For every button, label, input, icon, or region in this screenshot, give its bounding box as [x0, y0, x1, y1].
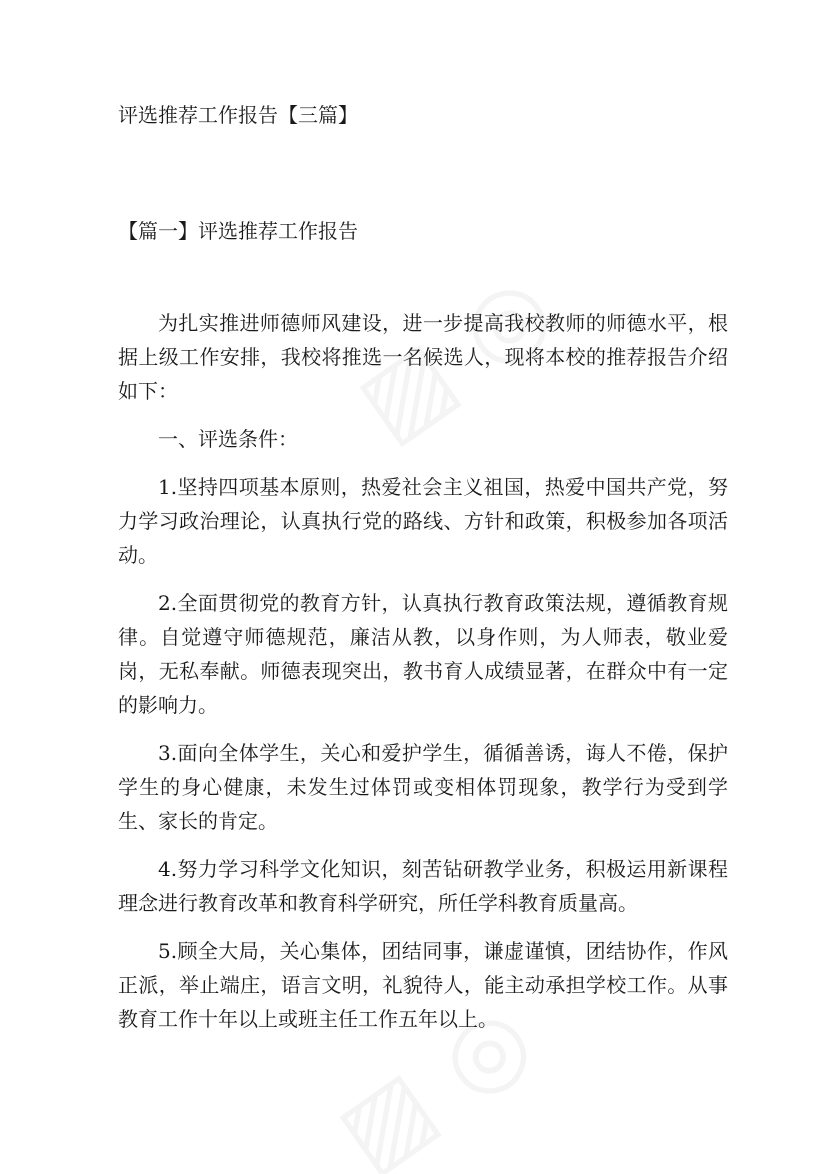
- intro-paragraph: 为扎实推进师德师风建设，进一步提高我校教师的师德水平，根据上级工作安排，我校将推选一名候选人，现将本校的推荐报告介绍如下：: [118, 311, 728, 403]
- criteria-item-2: 2.全面贯彻党的教育方针，认真执行教育政策法规，遵循教育规律。自觉遵守师德规范，廉洁从教，以身作则，为人师表，敬业爱岗，无私奉献。师德表现突出，教书育人成绩显著，在群众中有一定的影响力。: [118, 591, 728, 717]
- criteria-item-4: 4.努力学习科学文化知识，刻苦钻研教学业务，积极运用新课程理念进行教育改革和教育科学研究，所任学科教育质量高。: [118, 857, 728, 915]
- document-title: 评选推荐工作报告【三篇】: [118, 103, 358, 127]
- section-title: 【篇一】评选推荐工作报告: [118, 219, 358, 243]
- criteria-item-1: 1.坚持四项基本原则，热爱社会主义祖国，热爱中国共产党，努力学习政治理论，认真执行党的路线、方针和政策，积极参加各项活动。: [118, 475, 728, 567]
- criteria-item-3: 3.面向全体学生，关心和爱护学生，循循善诱，诲人不倦，保护学生的身心健康，未发生过体罚或变相体罚现象，教学行为受到学生、家长的肯定。: [118, 741, 728, 833]
- criteria-item-5: 5.顾全大局，关心集体，团结同事，谦虚谨慎，团结协作，作风正派，举止端庄，语言文明，礼貌待人，能主动承担学校工作。从事教育工作十年以上或班主任工作五年以上。: [118, 939, 728, 1031]
- document-content: [118, 96, 728, 1050]
- document-body: [118, 306, 728, 1036]
- criteria-heading: 一、评选条件：: [158, 427, 298, 451]
